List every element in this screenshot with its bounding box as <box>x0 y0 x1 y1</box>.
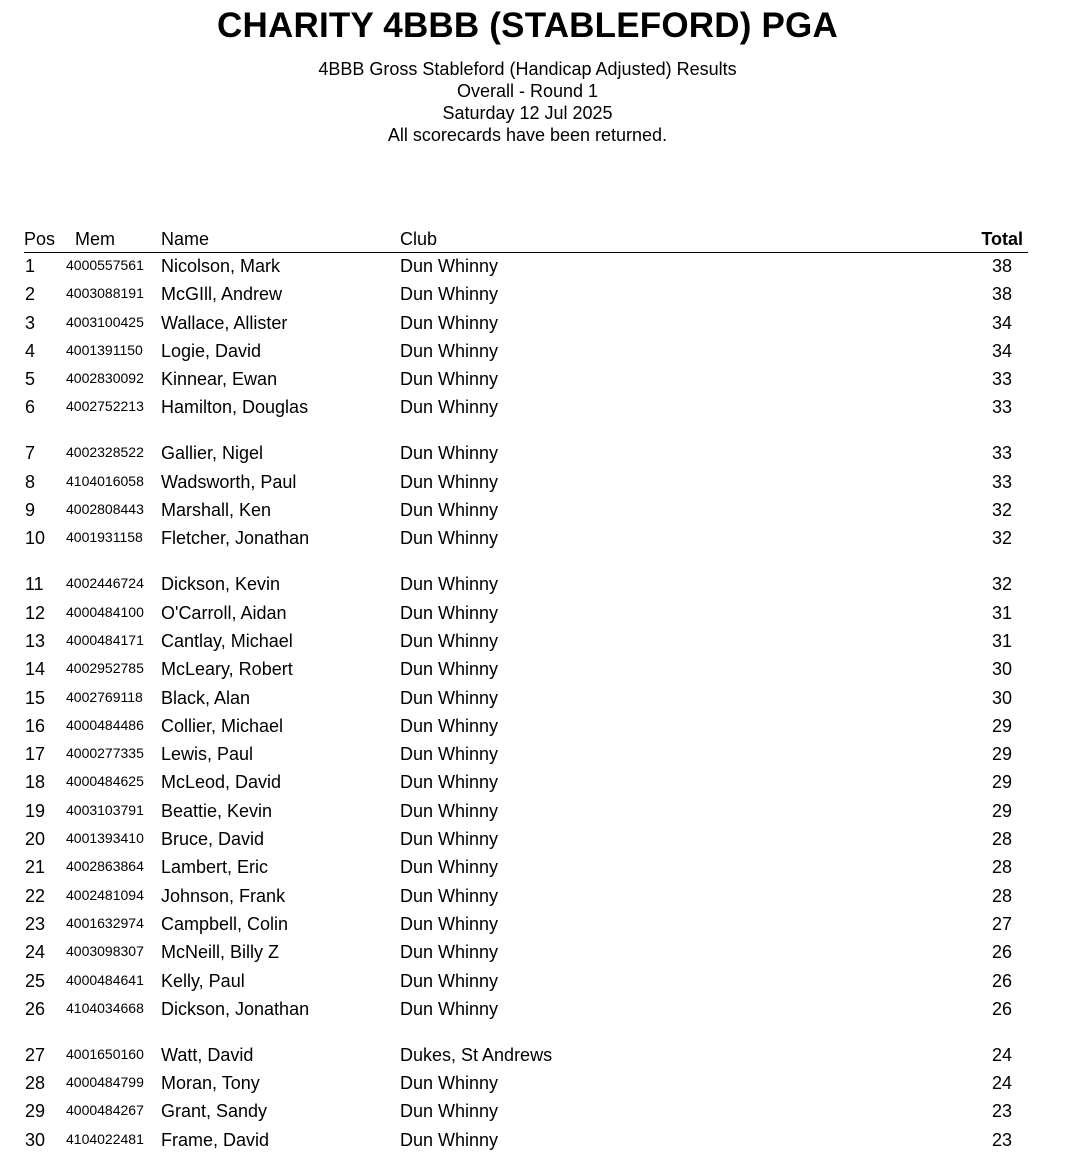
cell-pos: 1 <box>25 256 36 276</box>
cell-club: Dun Whinny <box>400 1129 499 1150</box>
cell-club: Dun Whinny <box>400 857 499 878</box>
results-table <box>24 227 1028 1155</box>
table-row <box>24 1098 1028 1126</box>
cell-pos: 29 <box>25 1101 46 1122</box>
cell-pos: 23 <box>25 913 46 934</box>
cell-club: Dun Whinny <box>400 659 499 680</box>
cell-mem: 4000484171 <box>66 631 144 648</box>
header-total: Total <box>981 229 1023 249</box>
cell-club: Dun Whinny <box>400 772 499 793</box>
cell-total: 24 <box>991 1044 1012 1065</box>
cell-pos: 19 <box>25 800 46 821</box>
cell-mem: 4002446724 <box>66 575 144 592</box>
cell-club: Dun Whinny <box>400 284 499 305</box>
cell-pos: 20 <box>25 829 46 850</box>
cell-name: Kinnear, Ewan <box>161 369 278 390</box>
cell-pos: 13 <box>25 630 46 651</box>
cell-total: 27 <box>991 913 1012 934</box>
cell-total: 30 <box>991 659 1012 680</box>
table-row <box>24 826 1028 854</box>
cell-club: Dun Whinny <box>400 687 499 708</box>
table-row <box>24 883 1028 911</box>
cell-name: O'Carroll, Aidan <box>161 602 287 623</box>
cell-total: 32 <box>991 574 1012 595</box>
cell-mem: 4003088191 <box>66 285 144 302</box>
cell-total: 26 <box>991 970 1012 991</box>
cell-name: Johnson, Frank <box>161 885 286 906</box>
cell-name: Kelly, Paul <box>161 970 245 991</box>
cell-name: Lewis, Paul <box>161 744 254 765</box>
page-title: CHARITY 4BBB (STABLEFORD) PGA <box>217 6 838 45</box>
cell-total: 38 <box>991 284 1012 305</box>
table-row <box>24 366 1028 394</box>
cell-name: Marshall, Ken <box>161 500 272 521</box>
cell-total: 29 <box>991 772 1012 793</box>
table-row <box>24 996 1028 1042</box>
cell-pos: 12 <box>25 602 46 623</box>
cell-mem: 4001393410 <box>66 830 144 847</box>
cell-total: 32 <box>991 528 1012 549</box>
cell-total: 32 <box>991 500 1012 521</box>
cell-mem: 4000484799 <box>66 1074 144 1091</box>
table-row <box>24 497 1028 525</box>
cell-mem: 4001632974 <box>66 914 144 931</box>
table-row <box>24 911 1028 939</box>
cell-name: Beattie, Kevin <box>161 800 273 821</box>
table-row <box>24 769 1028 797</box>
cell-pos: 22 <box>25 885 46 906</box>
cell-club: Dun Whinny <box>400 913 499 934</box>
cell-mem: 4002328522 <box>66 444 144 461</box>
cell-club: Dun Whinny <box>400 528 499 549</box>
cell-pos: 24 <box>25 942 46 963</box>
cell-total: 29 <box>991 744 1012 765</box>
cell-total: 29 <box>991 715 1012 736</box>
cell-total: 24 <box>991 1073 1012 1094</box>
cell-pos: 9 <box>25 500 36 521</box>
cell-name: McNeill, Billy Z <box>161 942 280 963</box>
cell-club: Dun Whinny <box>400 942 499 963</box>
cell-club: Dun Whinny <box>400 800 499 821</box>
cell-pos: 21 <box>25 857 46 878</box>
cell-total: 34 <box>991 312 1012 333</box>
cell-pos: 2 <box>25 284 36 305</box>
cell-name: Dickson, Jonathan <box>161 998 310 1019</box>
cell-total: 28 <box>991 885 1012 906</box>
table-row <box>24 571 1028 599</box>
cell-total: 28 <box>991 857 1012 878</box>
cell-name: Gallier, Nigel <box>161 443 264 464</box>
cell-name: Dickson, Kevin <box>161 574 281 595</box>
cell-club: Dun Whinny <box>400 256 499 276</box>
cell-name: Campbell, Colin <box>161 913 289 934</box>
cell-total: 31 <box>991 630 1012 651</box>
cell-pos: 11 <box>25 574 44 595</box>
cell-name: Grant, Sandy <box>161 1101 268 1122</box>
cell-pos: 5 <box>25 369 36 390</box>
cell-mem: 4000484641 <box>66 971 144 988</box>
cell-mem: 4002952785 <box>66 660 144 677</box>
cell-pos: 16 <box>25 715 46 736</box>
cell-mem: 4000484486 <box>66 716 144 733</box>
cell-pos: 14 <box>25 659 46 680</box>
cell-name: Logie, David <box>161 340 262 361</box>
cell-total: 23 <box>991 1129 1012 1150</box>
cell-name: Cantlay, Michael <box>161 630 293 651</box>
cell-total: 31 <box>991 602 1012 623</box>
cell-mem: 4002752213 <box>66 398 144 415</box>
cell-club: Dun Whinny <box>400 397 499 418</box>
cell-total: 29 <box>991 800 1012 821</box>
cell-club: Dun Whinny <box>400 471 499 492</box>
cell-name: Bruce, David <box>161 829 265 850</box>
cell-name: Black, Alan <box>161 687 251 708</box>
table-row <box>24 741 1028 769</box>
cell-pos: 28 <box>25 1073 46 1094</box>
table-header <box>24 227 1028 253</box>
cell-pos: 26 <box>25 998 46 1019</box>
cell-total: 33 <box>991 369 1012 390</box>
table-body <box>24 253 1028 1155</box>
cell-name: Moran, Tony <box>161 1073 260 1094</box>
subtitle-status: All scorecards have been returned. <box>387 125 668 145</box>
cell-club: Dun Whinny <box>400 1073 499 1094</box>
header-mem: Mem <box>75 229 115 249</box>
cell-club: Dun Whinny <box>400 1101 499 1122</box>
table-row <box>24 600 1028 628</box>
cell-name: McLeary, Robert <box>161 659 293 680</box>
cell-club: Dun Whinny <box>400 500 499 521</box>
cell-pos: 8 <box>25 471 36 492</box>
cell-club: Dun Whinny <box>400 970 499 991</box>
table-row <box>24 469 1028 497</box>
cell-club: Dukes, St Andrews <box>400 1044 553 1065</box>
cell-club: Dun Whinny <box>400 998 499 1019</box>
table-row <box>24 1127 1028 1155</box>
cell-club: Dun Whinny <box>400 885 499 906</box>
cell-total: 33 <box>991 443 1012 464</box>
cell-name: Fletcher, Jonathan <box>161 528 310 549</box>
cell-pos: 7 <box>25 443 36 464</box>
cell-mem: 4000484100 <box>66 603 144 620</box>
cell-name: McLeod, David <box>161 772 282 793</box>
table-row <box>24 281 1028 309</box>
table-row <box>24 968 1028 996</box>
cell-pos: 25 <box>25 970 46 991</box>
cell-name: Lambert, Eric <box>161 857 269 878</box>
header-pos: Pos <box>24 229 56 249</box>
cell-club: Dun Whinny <box>400 340 499 361</box>
cell-name: Collier, Michael <box>161 715 284 736</box>
cell-club: Dun Whinny <box>400 312 499 333</box>
cell-mem: 4002830092 <box>66 370 144 387</box>
cell-name: Nicolson, Mark <box>161 256 281 276</box>
table-row <box>24 628 1028 656</box>
cell-mem: 4000557561 <box>66 257 144 273</box>
table-row <box>24 854 1028 882</box>
cell-total: 38 <box>991 256 1012 276</box>
cell-pos: 6 <box>25 397 36 418</box>
cell-mem: 4002769118 <box>66 688 143 705</box>
table-row <box>24 310 1028 338</box>
subtitle-date: Saturday 12 Jul 2025 <box>442 103 613 123</box>
cell-club: Dun Whinny <box>400 630 499 651</box>
table-row <box>24 440 1028 468</box>
cell-mem: 4104016058 <box>66 472 144 489</box>
table-row <box>24 798 1028 826</box>
cell-pos: 10 <box>25 528 46 549</box>
subtitle-block <box>0 58 1055 146</box>
cell-total: 28 <box>991 829 1012 850</box>
cell-club: Dun Whinny <box>400 443 499 464</box>
cell-total: 33 <box>991 397 1012 418</box>
cell-mem: 4001391150 <box>66 341 143 358</box>
table-row <box>24 713 1028 741</box>
table-row <box>24 656 1028 684</box>
cell-name: Wallace, Allister <box>161 312 288 333</box>
cell-mem: 4003103791 <box>66 801 144 818</box>
subtitle-competition: 4BBB Gross Stableford (Handicap Adjusted) Results <box>318 59 737 79</box>
header-club: Club <box>400 229 438 249</box>
cell-total: 26 <box>991 942 1012 963</box>
table-row <box>24 253 1028 281</box>
cell-pos: 3 <box>25 312 36 333</box>
cell-club: Dun Whinny <box>400 715 499 736</box>
cell-club: Dun Whinny <box>400 602 499 623</box>
cell-mem: 4003098307 <box>66 943 144 960</box>
cell-mem: 4104022481 <box>66 1130 144 1147</box>
table-row <box>24 685 1028 713</box>
cell-mem: 4002481094 <box>66 886 144 903</box>
table-row <box>24 939 1028 967</box>
cell-mem: 4001650160 <box>66 1045 144 1062</box>
cell-name: Frame, David <box>161 1129 270 1150</box>
cell-pos: 18 <box>25 772 46 793</box>
cell-pos: 30 <box>25 1129 46 1150</box>
cell-mem: 4001931158 <box>66 529 143 546</box>
cell-mem: 4002808443 <box>66 501 144 518</box>
table-row <box>24 1042 1028 1070</box>
cell-name: Watt, David <box>161 1044 254 1065</box>
cell-pos: 15 <box>25 687 46 708</box>
cell-mem: 4000484625 <box>66 773 144 790</box>
cell-mem: 4002863864 <box>66 858 144 875</box>
table-row <box>24 1070 1028 1098</box>
cell-pos: 27 <box>25 1044 46 1065</box>
cell-club: Dun Whinny <box>400 369 499 390</box>
cell-club: Dun Whinny <box>400 744 499 765</box>
cell-name: Wadsworth, Paul <box>161 471 297 492</box>
cell-name: Hamilton, Douglas <box>161 397 309 418</box>
cell-total: 26 <box>991 998 1012 1019</box>
cell-total: 34 <box>991 340 1012 361</box>
table-row <box>24 525 1028 571</box>
cell-mem: 4000277335 <box>66 745 144 762</box>
cell-club: Dun Whinny <box>400 574 499 595</box>
cell-pos: 17 <box>25 744 46 765</box>
subtitle-round: Overall - Round 1 <box>456 81 599 101</box>
cell-mem: 4000484267 <box>66 1102 144 1119</box>
cell-mem: 4104034668 <box>66 999 144 1016</box>
cell-name: McGIll, Andrew <box>161 284 283 305</box>
cell-pos: 4 <box>25 340 36 361</box>
cell-total: 33 <box>991 471 1012 492</box>
table-row <box>24 394 1028 440</box>
cell-total: 30 <box>991 687 1012 708</box>
cell-club: Dun Whinny <box>400 829 499 850</box>
cell-total: 23 <box>991 1101 1012 1122</box>
cell-mem: 4003100425 <box>66 313 144 330</box>
header-name: Name <box>161 229 210 249</box>
table-row <box>24 338 1028 366</box>
